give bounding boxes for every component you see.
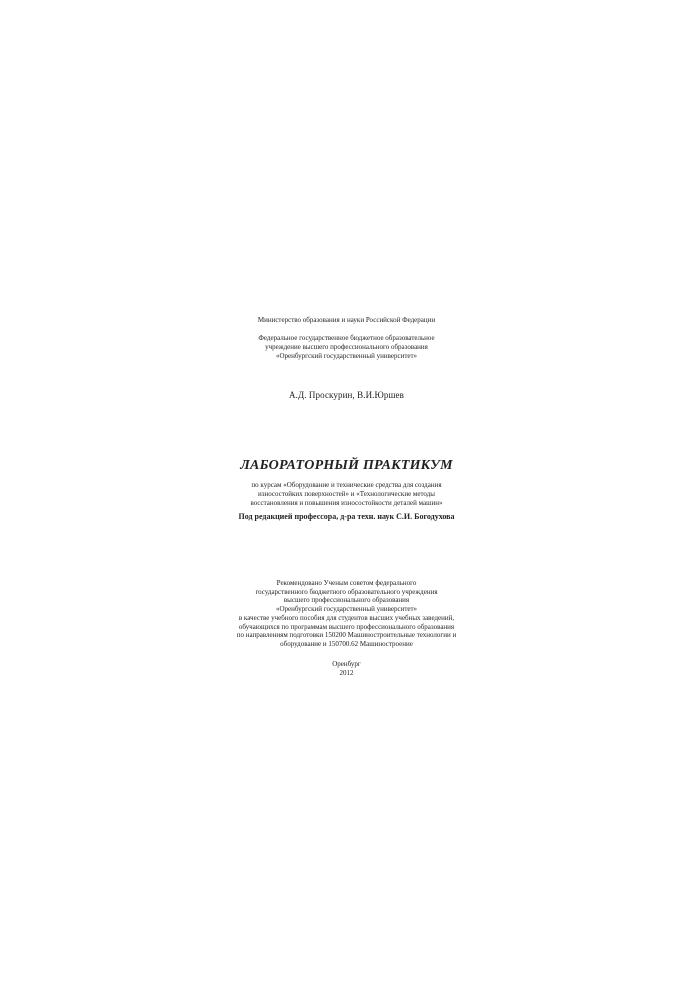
authors-names: А.Д. Проскурин, В.И.Юршев bbox=[289, 390, 404, 400]
ministry-name: Министерство образования и науки Российской Федерации bbox=[257, 316, 436, 324]
document-subtitle bbox=[0, 481, 693, 508]
recommendation-line: в качестве учебного пособия для студентов высших учебных заведений, bbox=[238, 613, 455, 622]
ministry-header bbox=[0, 316, 693, 325]
recommendation-line: государственного бюджетного образовательного учреждения bbox=[255, 587, 438, 596]
recommendation-line: обучающихся по программам высшего профессионального образования bbox=[238, 622, 455, 631]
recommendation-note bbox=[0, 579, 693, 649]
subtitle-line: восстановления и повышения износостойкости деталей машин» bbox=[250, 499, 443, 507]
university-line: учреждение высшего профессионального образования bbox=[265, 343, 428, 351]
recommendation-line: высшего профессионального образования bbox=[283, 596, 410, 605]
recommendation-line: по направлениям подготовки 150200 Машиностроительные технологии и bbox=[236, 631, 457, 640]
university-line: Федеральное государственное бюджетное образовательное bbox=[258, 334, 435, 342]
university-header bbox=[0, 334, 693, 361]
recommendation-line: «Оренбургский государственный университет» bbox=[275, 605, 418, 614]
document-title bbox=[0, 457, 693, 474]
imprint-year: 2012 bbox=[339, 669, 354, 677]
document-title-text: ЛАБОРАТОРНЫЙ ПРАКТИКУМ bbox=[240, 458, 453, 473]
editor-credit-text: Под редакцией профессора, д-ра техн. наук С.И. Богодухова bbox=[238, 512, 455, 521]
editor-credit bbox=[0, 512, 693, 522]
university-line: «Оренбургский государственный университет» bbox=[275, 352, 418, 360]
subtitle-line: по курсам «Оборудование и технические средства для создания bbox=[251, 481, 442, 489]
recommendation-line: Рекомендовано Ученым советом федерального bbox=[276, 579, 417, 587]
subtitle-line: износостойких поверхностей» и «Технологические методы bbox=[258, 490, 435, 498]
recommendation-line: оборудование и 150700.62 Машиностроение bbox=[280, 639, 413, 648]
authors bbox=[0, 390, 693, 401]
imprint bbox=[0, 660, 693, 678]
imprint-city: Оренбург bbox=[332, 660, 361, 668]
